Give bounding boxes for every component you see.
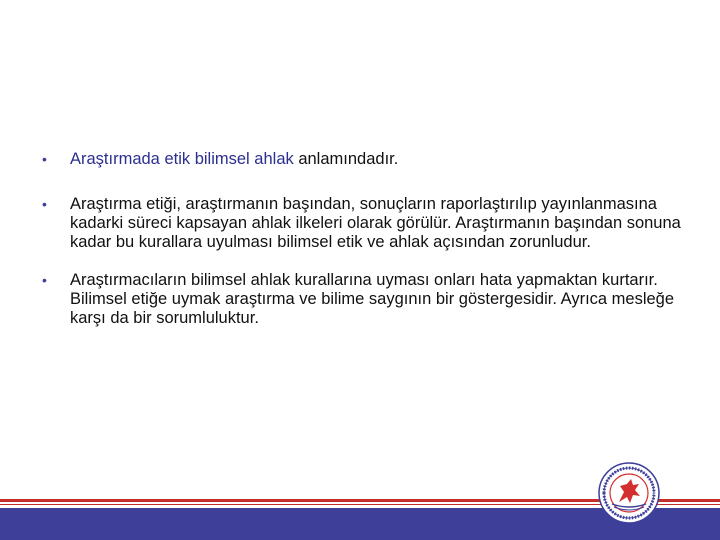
- bullet-item-1: [42, 150, 702, 169]
- university-seal-icon: [598, 462, 660, 524]
- bullet-symbol: •: [42, 272, 47, 288]
- highlight-definition: bilimsel ahlak: [190, 150, 294, 168]
- bullet-symbol: •: [42, 151, 47, 167]
- bullet-text: anlamındadır.: [293, 150, 399, 168]
- highlight-term: Araştırmada etik: [70, 150, 191, 168]
- bullet-item-3: [42, 271, 702, 328]
- bullet-text: Araştırmacıların bilimsel ahlak kurallarına uyması onları hata yapmaktan kurtarır. Bilimsel etiğe uymak araştırma ve bilime saygının bir göstergesidir. Ayrıca mesleğe karşı da bir sorumluluktur.: [70, 271, 675, 327]
- bullet-item-2: [42, 195, 702, 252]
- bullet-text: Araştırma etiği, araştırmanın başından, sonuçların raporlaştırılıp yayınlanmasına kadarki süreci kapsayan ahlak ilkeleri olarak görülür. Araştırmanın başından sonuna kadar bu kurallara uyulması bilimsel etik ve ahlak açısından zorunludur.: [70, 195, 681, 251]
- bullet-list: [42, 150, 702, 347]
- bullet-symbol: •: [42, 196, 47, 212]
